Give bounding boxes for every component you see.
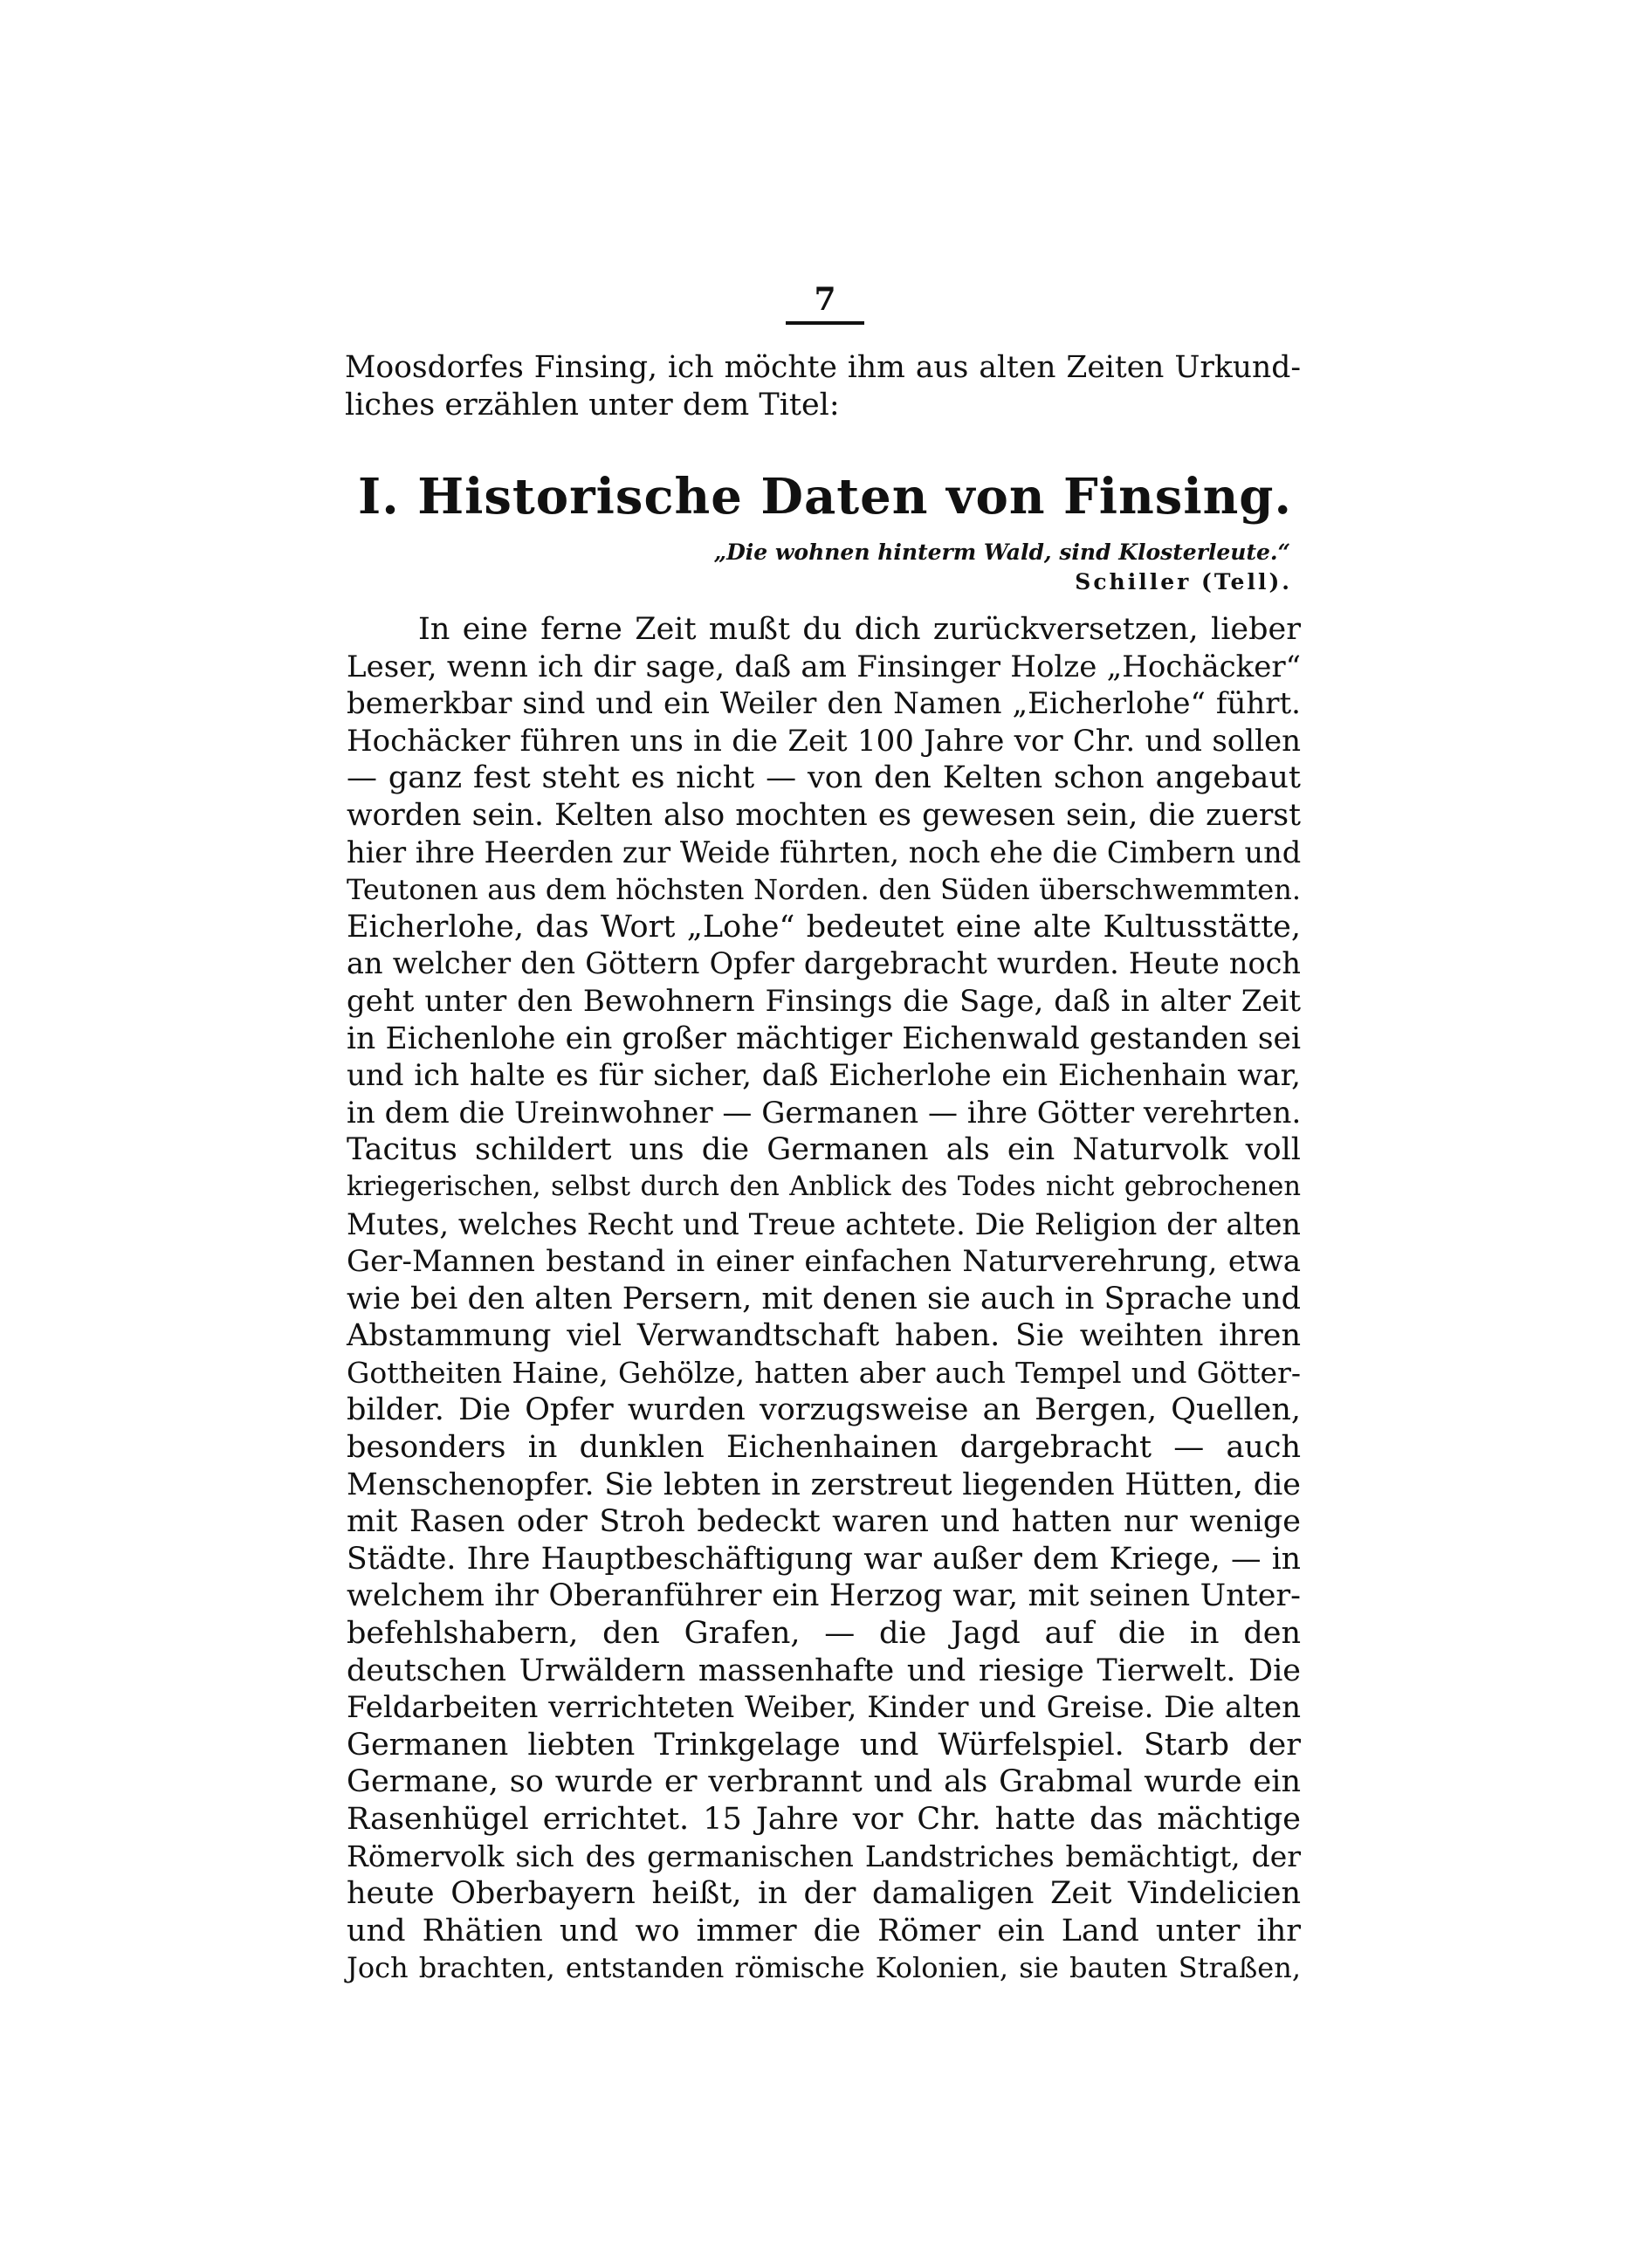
body-text	[347, 611, 1301, 1987]
text-line: Gottheiten Haine, Gehölze, hatten aber auch Tempel und Götter-	[347, 1355, 1301, 1390]
text-line: Germanen liebten Trinkgelage und Würfelspiel. Starb der	[347, 1727, 1301, 1763]
text-line: deutschen Urwäldern massenhafte und riesige Tierwelt. Die	[347, 1653, 1301, 1688]
text-line: hier ihre Heerden zur Weide führten, noch ehe die Cimbern und	[347, 835, 1302, 869]
text-line: bemerkbar sind und ein Weiler den Namen „Eicherlohe“ führt.	[347, 686, 1301, 722]
epigraph-quote: „Die wohnen hinterm Wald, sind Klosterleute.“	[713, 540, 1290, 565]
text-line: Hochäcker führen uns in die Zeit 100 Jahre vor Chr. und sollen	[347, 723, 1301, 759]
text-line: Rasenhügel errichtet. 15 Jahre vor Chr. hatte das mächtige	[347, 1802, 1301, 1837]
text-line: worden sein. Kelten also mochten es gewesen sein, die zuerst	[347, 797, 1301, 833]
text-line: — ganz fest steht es nicht — von den Kelten schon angebaut	[347, 760, 1301, 796]
text-line: in Eichenlohe ein großer mächtiger Eichenwald gestanden sei	[347, 1021, 1301, 1056]
text-line: liches erzählen unter dem Titel:	[345, 387, 840, 423]
text-line: Römervolk sich des germanischen Landstriches bemächtigt, der	[347, 1838, 1301, 1873]
text-line: befehlshabern, den Grafen, — die Jagd auf die in den	[347, 1616, 1301, 1652]
text-line: und Rhätien und wo immer die Römer ein Land unter ihr	[347, 1913, 1301, 1948]
text-line: Abstammung viel Verwandtschaft haben. Sie weihten ihren	[347, 1318, 1301, 1354]
text-line: in dem die Ureinwohner — Germanen — ihre Götter verehrten.	[347, 1095, 1302, 1131]
text-line: Ger-Mannen bestand in einer einfachen Naturverehrung, etwa	[347, 1244, 1301, 1280]
text-line: Menschenopfer. Sie lebten in zerstreut liegenden Hütten, die	[347, 1467, 1301, 1502]
text-line: an welcher den Göttern Opfer dargebracht wurden. Heute noch	[347, 946, 1301, 981]
text-line: heute Oberbayern heißt, in der damaligen Zeit Vindelicien	[347, 1876, 1301, 1912]
chapter-title: I. Historische Daten von Finsing.	[358, 468, 1292, 526]
text-line: Eicherlohe, das Wort „Lohe“ bedeutet eine alte Kultusstätte,	[347, 909, 1301, 945]
text-line: welchem ihr Oberanführer ein Herzog war, mit seinen Unter-	[347, 1578, 1301, 1614]
page-number: 7	[786, 281, 864, 325]
intro-paragraph	[345, 349, 1301, 423]
text-line: mit Rasen oder Stroh bedeckt waren und hatten nur wenige	[347, 1504, 1301, 1540]
text-line: Moosdorfes Finsing, ich möchte ihm aus alten Zeiten Urkund-	[345, 350, 1301, 385]
text-line: Tacitus schildert uns die Germanen als ein Naturvolk voll	[347, 1132, 1301, 1168]
text-line: Leser, wenn ich dir sage, daß am Finsinger Holze „Hochäcker“	[347, 649, 1301, 684]
text-line: geht unter den Bewohnern Finsings die Sage, daß in alter Zeit	[347, 983, 1301, 1019]
text-line: Joch brachten, entstanden römische Kolonien, sie bauten Straßen,	[347, 1951, 1301, 1985]
text-line: besonders in dunklen Eichenhainen dargebracht — auch	[347, 1430, 1301, 1466]
text-line: wie bei den alten Persern, mit denen sie auch in Sprache und	[347, 1281, 1301, 1316]
text-line: kriegerischen, selbst durch den Anblick des Todes nicht gebrochenen	[347, 1171, 1301, 1202]
text-line: Städte. Ihre Hauptbeschäftigung war außer dem Kriege, — in	[347, 1541, 1301, 1577]
text-line: Mutes, welches Recht und Treue achtete. Die Religion der alten	[347, 1206, 1301, 1241]
text-line: Teutonen aus dem höchsten Norden. den Süden überschwemmten.	[347, 873, 1301, 907]
text-line: Feldarbeiten verrichteten Weiber, Kinder und Greise. Die alten	[347, 1690, 1301, 1726]
text-line: Germane, so wurde er verbrannt und als Grabmal wurde ein	[347, 1764, 1301, 1800]
text-line: In eine ferne Zeit mußt du dich zurückversetzen, lieber	[418, 612, 1301, 647]
text-line: und ich halte es für sicher, daß Eicherlohe ein Eichenhain war,	[347, 1058, 1301, 1094]
epigraph-author: Schiller (Tell).	[1075, 569, 1292, 594]
text-line: bilder. Die Opfer wurden vorzugsweise an Bergen, Quellen,	[347, 1392, 1301, 1428]
